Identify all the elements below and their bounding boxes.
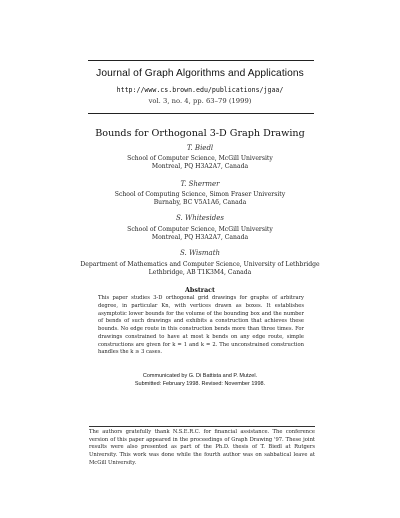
author-affiliation: School of Computing Science, Simon Fraser University	[114, 191, 286, 198]
header-top-rule	[88, 60, 314, 61]
author-address: Montreal, PQ H3A2A7, Canada	[151, 234, 249, 241]
header-bottom-rule	[88, 113, 314, 114]
footnote-text: The authors gratefully thank N.S.E.R.C. for financial assistance. The conference version of this paper appeared in the proceedings of Graph Drawing '97. These joint results were also presented as part of the Ph.D. thesis of T. Biedl at Rutgers University. This work was done while the fourth author was on sabbatical leave at McGill University.	[89, 429, 315, 466]
author-name: S. Whitesides	[176, 214, 224, 222]
author-affiliation: Department of Mathematics and Computer Science, University of Lethbridge	[80, 261, 320, 268]
footnote-rule	[89, 426, 315, 427]
submission-dates: Submitted: February 1998. Revised: November 1998.	[134, 381, 266, 387]
journal-name: Journal of Graph Algorithms and Applications	[96, 68, 304, 79]
paper-title: Bounds for Orthogonal 3-D Graph Drawing	[95, 128, 305, 139]
author-name: T. Biedl	[186, 144, 214, 152]
journal-volume: vol. 3, no. 4, pp. 63–79 (1999)	[148, 97, 252, 105]
abstract-text: This paper studies 3-D orthogonal grid drawings for graphs of arbitrary degree, in particular Kn, with vertices drawn as boxes. It establishes asymptotic lower bounds for the volume of the bounding box and the number of bends of such drawings and exhibits a construction that achieves these bounds. No edge route in this construction bends more than three times. For drawings constrained to have at most k bends on any edge route, simple constructions are given for k = 1 and k = 2. The unconstrained construction handles the k ≥ 3 cases.	[98, 295, 304, 356]
author-affiliation: School of Computer Science, McGill University	[127, 155, 273, 162]
author-address: Burnaby, BC V5A1A6, Canada	[153, 199, 247, 206]
communicated-by: Communicated by G. Di Battista and P. Mutzel.	[142, 373, 258, 379]
author-address: Lethbridge, AB T1K3M4, Canada	[148, 269, 252, 276]
author-name: T. Shermer	[180, 180, 220, 188]
author-affiliation: School of Computer Science, McGill University	[127, 226, 273, 233]
author-address: Montreal, PQ H3A2A7, Canada	[151, 163, 249, 170]
author-name: S. Wismath	[179, 249, 221, 257]
journal-url[interactable]: http://www.cs.brown.edu/publications/jgaa/	[116, 86, 284, 94]
abstract-heading: Abstract	[185, 287, 215, 294]
